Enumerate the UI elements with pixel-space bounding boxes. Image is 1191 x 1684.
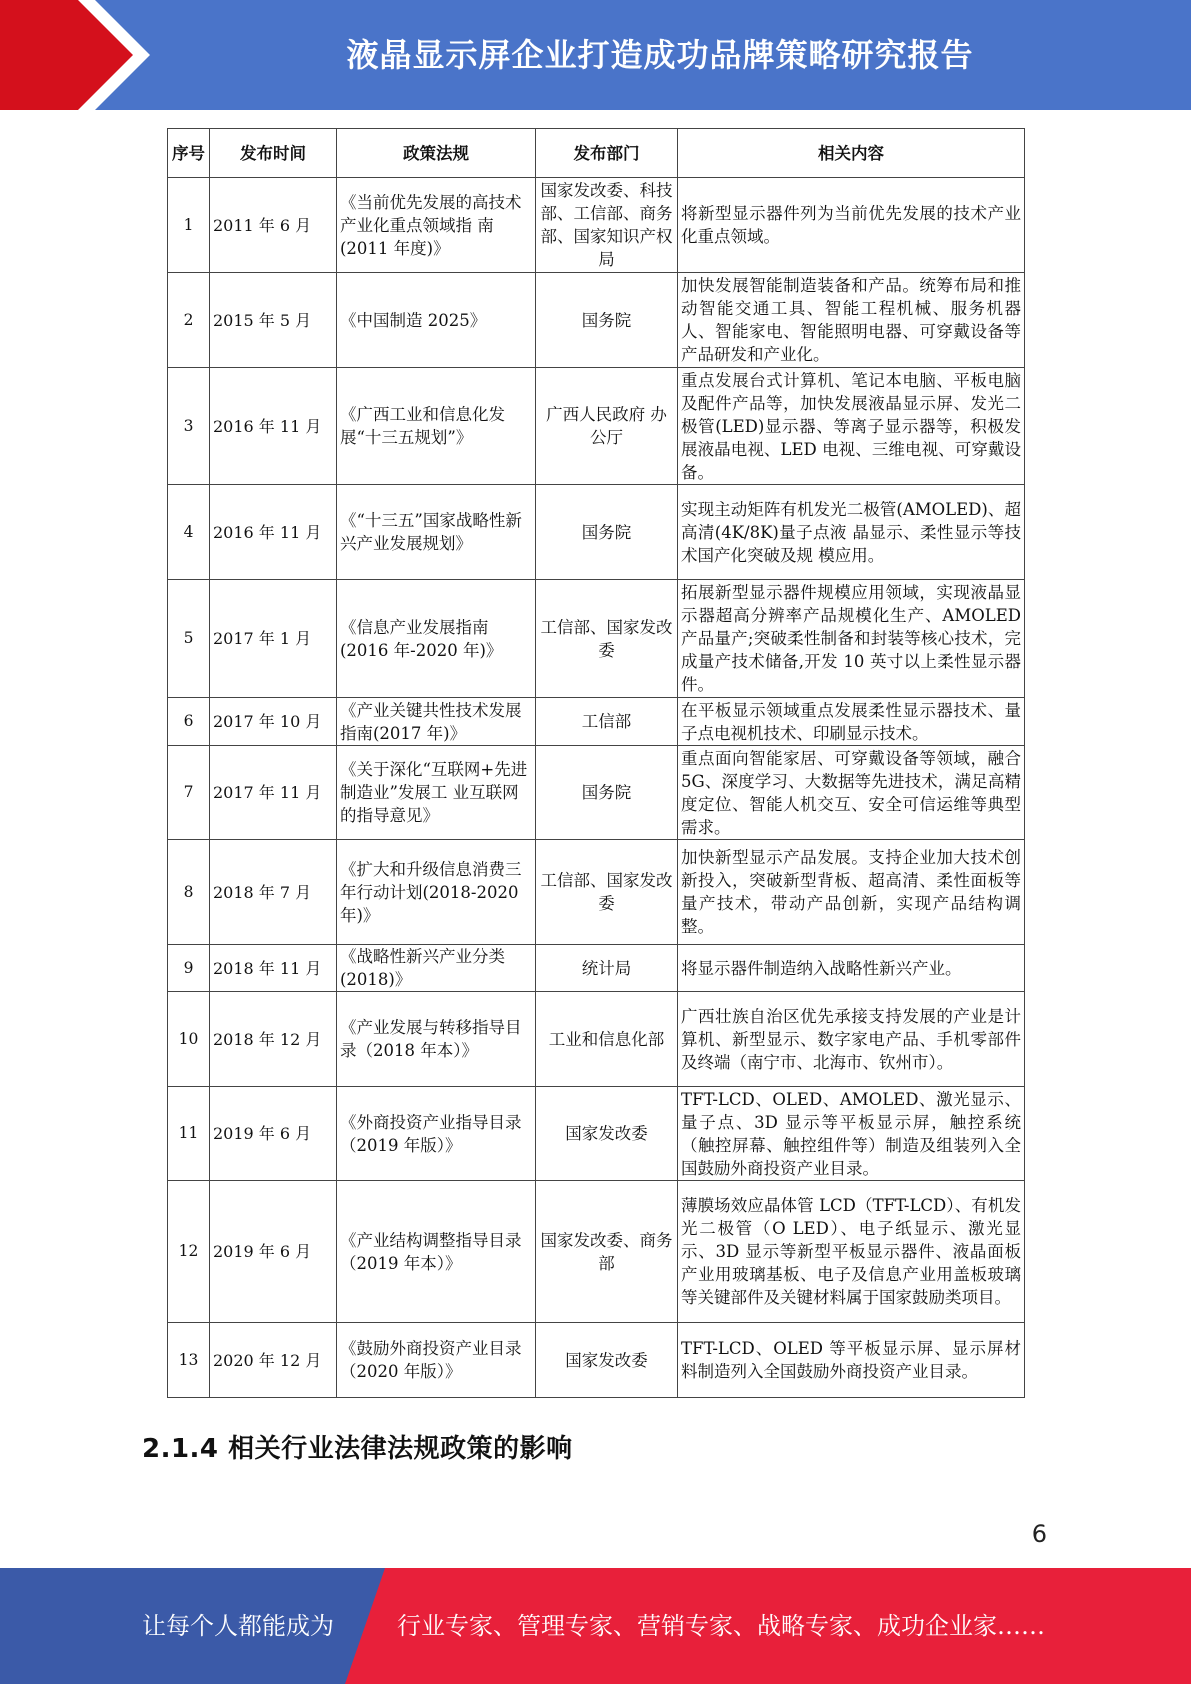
row-policy: 《中国制造 2025》 (337, 273, 536, 368)
row-content: TFT-LCD、OLED、AMOLED、激光显示、量子点、3D 显示等平板显示屏，触控系统（触控屏幕、触控组件等）制造及组装列入全国鼓励外商投资产业目录。 (678, 1087, 1025, 1181)
row-policy: 《外商投资产业指导目录（2019 年版）》 (337, 1087, 536, 1181)
row-policy: 《产业结构调整指导目录（2019 年本）》 (337, 1181, 536, 1323)
row-no: 2 (168, 273, 210, 368)
row-content: 重点发展台式计算机、笔记本电脑、平板电脑及配件产品等，加快发展液晶显示屏、发光二极管(LED)显示器、等离子显示器等，积极发展液晶电视、LED 电视、三维电视、可穿戴设备。 (678, 368, 1025, 485)
row-content: 广西壮族自治区优先承接支持发展的产业是计算机、新型显示、数字家电产品、手机零部件及终端（南宁市、北海市、钦州市）。 (678, 992, 1025, 1087)
table-row (168, 992, 1025, 1087)
row-time: 2017 年 1 月 (210, 580, 337, 698)
row-dept: 工信部、国家发改委 (536, 580, 678, 698)
table-row (168, 945, 1025, 992)
row-time: 2020 年 12 月 (210, 1323, 337, 1398)
row-content: 将新型显示器件列为当前优先发展的技术产业化重点领域。 (678, 178, 1025, 273)
row-dept: 广西人民政府 办公厅 (536, 368, 678, 485)
row-dept: 工信部、国家发改委 (536, 840, 678, 945)
row-content: 在平板显示领域重点发展柔性显示器技术、量子点电视机技术、印刷显示技术。 (678, 698, 1025, 746)
table-row (168, 698, 1025, 746)
table-row (168, 1087, 1025, 1181)
row-time: 2015 年 5 月 (210, 273, 337, 368)
row-policy: 《当前优先发展的高技术产业化重点领域指 南(2011 年度)》 (337, 178, 536, 273)
row-no: 13 (168, 1323, 210, 1398)
row-no: 1 (168, 178, 210, 273)
row-no: 3 (168, 368, 210, 485)
row-content: 加快新型显示产品发展。支持企业加大技术创新投入，突破新型背板、超高清、柔性面板等量产技术，带动产品创新，实现产品结构调整。 (678, 840, 1025, 945)
row-content: 拓展新型显示器件规模应用领域，实现液晶显示器超高分辨率产品规模化生产、AMOLED 产品量产;突破柔性制备和封装等核心技术，完成量产技术储备,开发 10 英寸以上柔性显示器件。 (678, 580, 1025, 698)
table-row (168, 840, 1025, 945)
row-time: 2016 年 11 月 (210, 485, 337, 580)
row-policy: 《信息产业发展指南(2016 年-2020 年)》 (337, 580, 536, 698)
row-dept: 工业和信息化部 (536, 992, 678, 1087)
page-footer (0, 1568, 1191, 1684)
table-row (168, 178, 1025, 273)
table-row (168, 1323, 1025, 1398)
row-no: 6 (168, 698, 210, 746)
footer-slogan-left: 让每个人都能成为 (142, 1612, 334, 1640)
page-number: 6 (1031, 1520, 1047, 1548)
row-dept: 统计局 (536, 945, 678, 992)
row-content: 重点面向智能家居、可穿戴设备等领域，融合 5G、深度学习、大数据等先进技术，满足高精度定位、智能人机交互、安全可信运维等典型需求。 (678, 746, 1025, 840)
row-no: 8 (168, 840, 210, 945)
table-row (168, 580, 1025, 698)
row-dept: 国务院 (536, 485, 678, 580)
row-time: 2011 年 6 月 (210, 178, 337, 273)
row-no: 7 (168, 746, 210, 840)
row-policy: 《产业发展与转移指导目录（2018 年本）》 (337, 992, 536, 1087)
row-dept: 国家发改委、商务部 (536, 1181, 678, 1323)
row-no: 9 (168, 945, 210, 992)
row-policy: 《战略性新兴产业分类(2018)》 (337, 945, 536, 992)
row-policy: 《扩大和升级信息消费三年行动计划(2018-2020 年)》 (337, 840, 536, 945)
column-header-dept: 发布部门 (536, 129, 678, 178)
row-dept: 国家发改委 (536, 1087, 678, 1181)
row-policy: 《鼓励外商投资产业目录（2020 年版）》 (337, 1323, 536, 1398)
row-no: 12 (168, 1181, 210, 1323)
row-dept: 国务院 (536, 273, 678, 368)
row-no: 4 (168, 485, 210, 580)
row-content: 加快发展智能制造装备和产品。统筹布局和推动智能交通工具、智能工程机械、服务机器人、智能家电、智能照明电器、可穿戴设备等产品研发和产业化。 (678, 273, 1025, 368)
row-dept: 国家发改委 (536, 1323, 678, 1398)
row-no: 11 (168, 1087, 210, 1181)
header-arrow-icon (0, 0, 160, 110)
page-header (0, 0, 1191, 110)
row-dept: 国务院 (536, 746, 678, 840)
policy-table (167, 128, 1025, 1398)
column-header-seq: 序号 (168, 129, 210, 178)
row-time: 2018 年 11 月 (210, 945, 337, 992)
report-title: 液晶显示屏企业打造成功品牌策略研究报告 (346, 36, 974, 74)
row-time: 2019 年 6 月 (210, 1087, 337, 1181)
table-row (168, 746, 1025, 840)
row-content: TFT-LCD、OLED 等平板显示屏、显示屏材料制造列入全国鼓励外商投资产业目录。 (678, 1323, 1025, 1398)
column-header-time: 发布时间 (210, 129, 337, 178)
table-row (168, 368, 1025, 485)
row-no: 10 (168, 992, 210, 1087)
footer-slogan-right: 行业专家、管理专家、营销专家、战略专家、成功企业家…… (397, 1612, 1045, 1640)
row-time: 2016 年 11 月 (210, 368, 337, 485)
column-header-content: 相关内容 (678, 129, 1025, 178)
column-header-policy: 政策法规 (337, 129, 536, 178)
table-row (168, 273, 1025, 368)
row-time: 2018 年 12 月 (210, 992, 337, 1087)
row-content: 薄膜场效应晶体管 LCD（TFT-LCD）、有机发光二极管（O LED）、电子纸显示、激光显示、3D 显示等新型平板显示器件、液晶面板产业用玻璃基板、电子及信息产业用盖板玻璃等关键部件及关键材料属于国家鼓励类项目。 (678, 1181, 1025, 1323)
row-dept: 国家发改委、科技部、工信部、商务部、国家知识产权局 (536, 178, 678, 273)
row-policy: 《产业关键共性技术发展指南(2017 年)》 (337, 698, 536, 746)
row-content: 实现主动矩阵有机发光二极管(AMOLED)、超高清(4K/8K)量子点液 晶显示、柔性显示等技术国产化突破及规 模应用。 (678, 485, 1025, 580)
section-heading: 2.1.4 相关行业法律法规政策的影响 (142, 1434, 573, 1464)
row-policy: 《“十三五”国家战略性新兴产业发展规划》 (337, 485, 536, 580)
row-content: 将显示器件制造纳入战略性新兴产业。 (678, 945, 1025, 992)
row-time: 2019 年 6 月 (210, 1181, 337, 1323)
row-time: 2018 年 7 月 (210, 840, 337, 945)
table-row (168, 1181, 1025, 1323)
row-time: 2017 年 10 月 (210, 698, 337, 746)
table-header-row (168, 129, 1025, 178)
row-policy: 《关于深化“互联网+先进制造业”发展工 业互联网的指导意见》 (337, 746, 536, 840)
row-time: 2017 年 11 月 (210, 746, 337, 840)
row-no: 5 (168, 580, 210, 698)
row-dept: 工信部 (536, 698, 678, 746)
row-policy: 《广西工业和信息化发展“十三五规划”》 (337, 368, 536, 485)
table-row (168, 485, 1025, 580)
